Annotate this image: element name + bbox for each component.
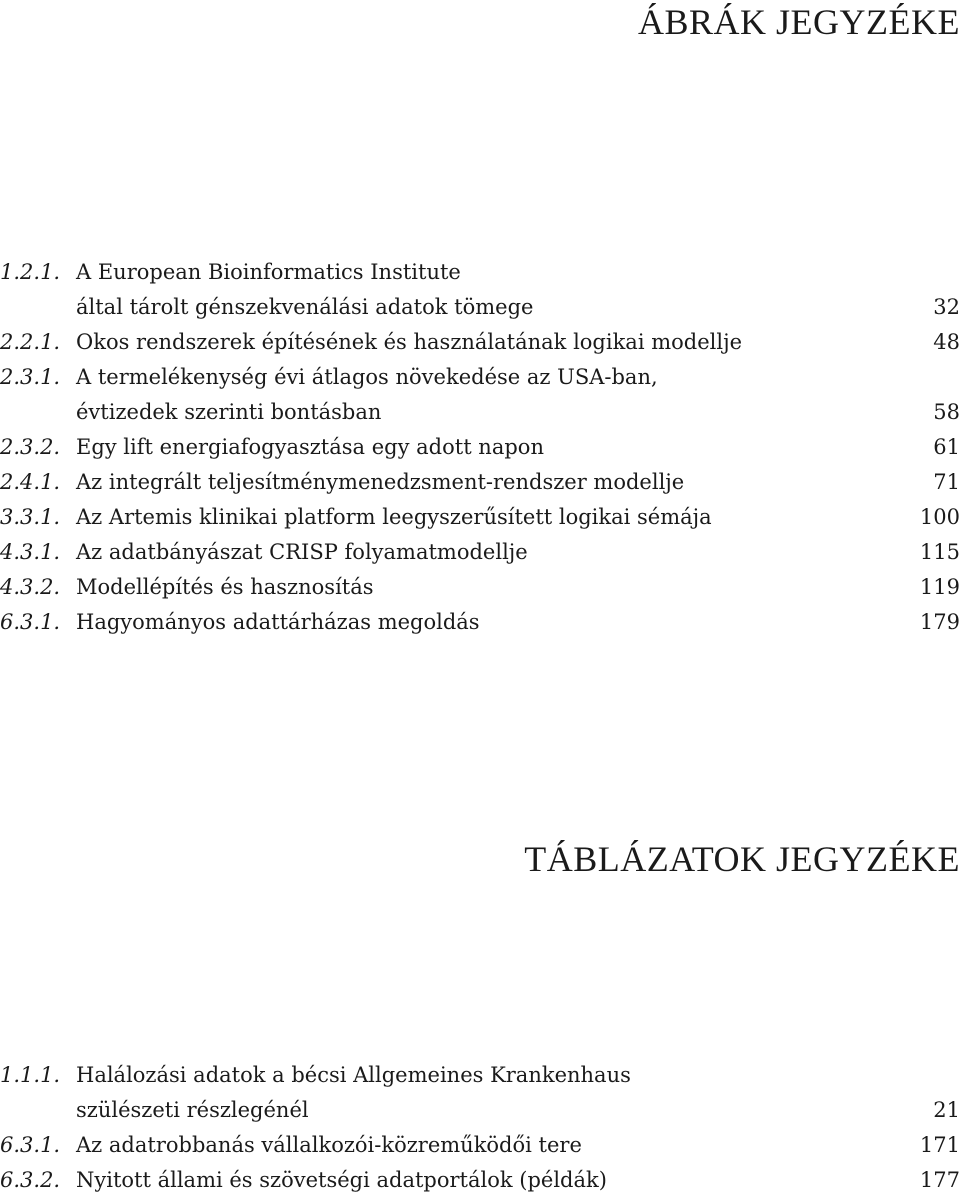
entry-title: Az integrált teljesítménymenedzsment-rendszer modellje: [76, 470, 685, 494]
list-item: [0, 360, 960, 430]
list-item: [0, 255, 960, 325]
list-item: [0, 325, 960, 360]
list-of-tables: [0, 1058, 960, 1198]
entry-title: Hagyományos adattárházas megoldás: [76, 610, 480, 634]
entry-number: 2.3.2.: [0, 435, 61, 459]
entry-title: A European Bioinformatics Institute által tárolt génszekvenálási adatok tömege: [76, 260, 534, 319]
entry-title: Az adatbányászat CRISP folyamatmodellje: [76, 540, 528, 564]
entry-number: 1.2.1.: [0, 260, 61, 284]
entry-page: 115: [919, 540, 960, 564]
entry-number: 6.3.1.: [0, 610, 61, 634]
list-of-figures: [0, 255, 960, 640]
list-item: [0, 570, 960, 605]
entry-page: 179: [919, 610, 960, 634]
entry-page: 58: [933, 400, 960, 424]
entry-page: 100: [919, 505, 960, 529]
entry-page: 32: [933, 295, 960, 319]
entry-page: 177: [919, 1168, 960, 1192]
entry-title: A termelékenység évi átlagos növekedése az USA-ban, évtizedek szerinti bontásban: [76, 365, 658, 424]
entry-title: Az Artemis klinikai platform leegyszerűsített logikai sémája: [76, 505, 712, 529]
entry-title: Egy lift energiafogyasztása egy adott napon: [76, 435, 544, 459]
list-item: [0, 1163, 960, 1198]
list-item: [0, 465, 960, 500]
entry-number: 3.3.1.: [0, 505, 61, 529]
entry-number: 4.3.1.: [0, 540, 61, 564]
entry-number: 4.3.2.: [0, 575, 61, 599]
entry-page: 71: [933, 470, 960, 494]
entry-number: 2.2.1.: [0, 330, 61, 354]
list-item: [0, 535, 960, 570]
entry-number: 6.3.2.: [0, 1168, 61, 1192]
entry-title: Halálozási adatok a bécsi Allgemeines Krankenhaus szülészeti részlegénél: [76, 1063, 631, 1122]
entry-page: 119: [919, 575, 960, 599]
list-item: [0, 1058, 960, 1128]
entry-title: Okos rendszerek építésének és használatának logikai modellje: [76, 330, 743, 354]
entry-page: 61: [933, 435, 960, 459]
list-of-figures-heading: ÁBRÁK JEGYZÉKE: [638, 2, 960, 42]
entry-title: Az adatrobbanás vállalkozói-közreműködői tere: [76, 1133, 582, 1157]
entry-number: 6.3.1.: [0, 1133, 61, 1157]
list-item: [0, 1128, 960, 1163]
entry-page: 21: [933, 1098, 960, 1122]
list-item: [0, 605, 960, 640]
entry-number: 2.3.1.: [0, 365, 61, 389]
list-item: [0, 500, 960, 535]
list-of-tables-heading: TÁBLÁZATOK JEGYZÉKE: [524, 839, 960, 879]
entry-title: Nyitott állami és szövetségi adatportálok (példák): [76, 1168, 607, 1192]
list-item: [0, 430, 960, 465]
entry-number: 1.1.1.: [0, 1063, 61, 1087]
entry-page: 48: [933, 330, 960, 354]
entry-page: 171: [919, 1133, 960, 1157]
entry-number: 2.4.1.: [0, 470, 61, 494]
entry-title: Modellépítés és hasznosítás: [76, 575, 374, 599]
